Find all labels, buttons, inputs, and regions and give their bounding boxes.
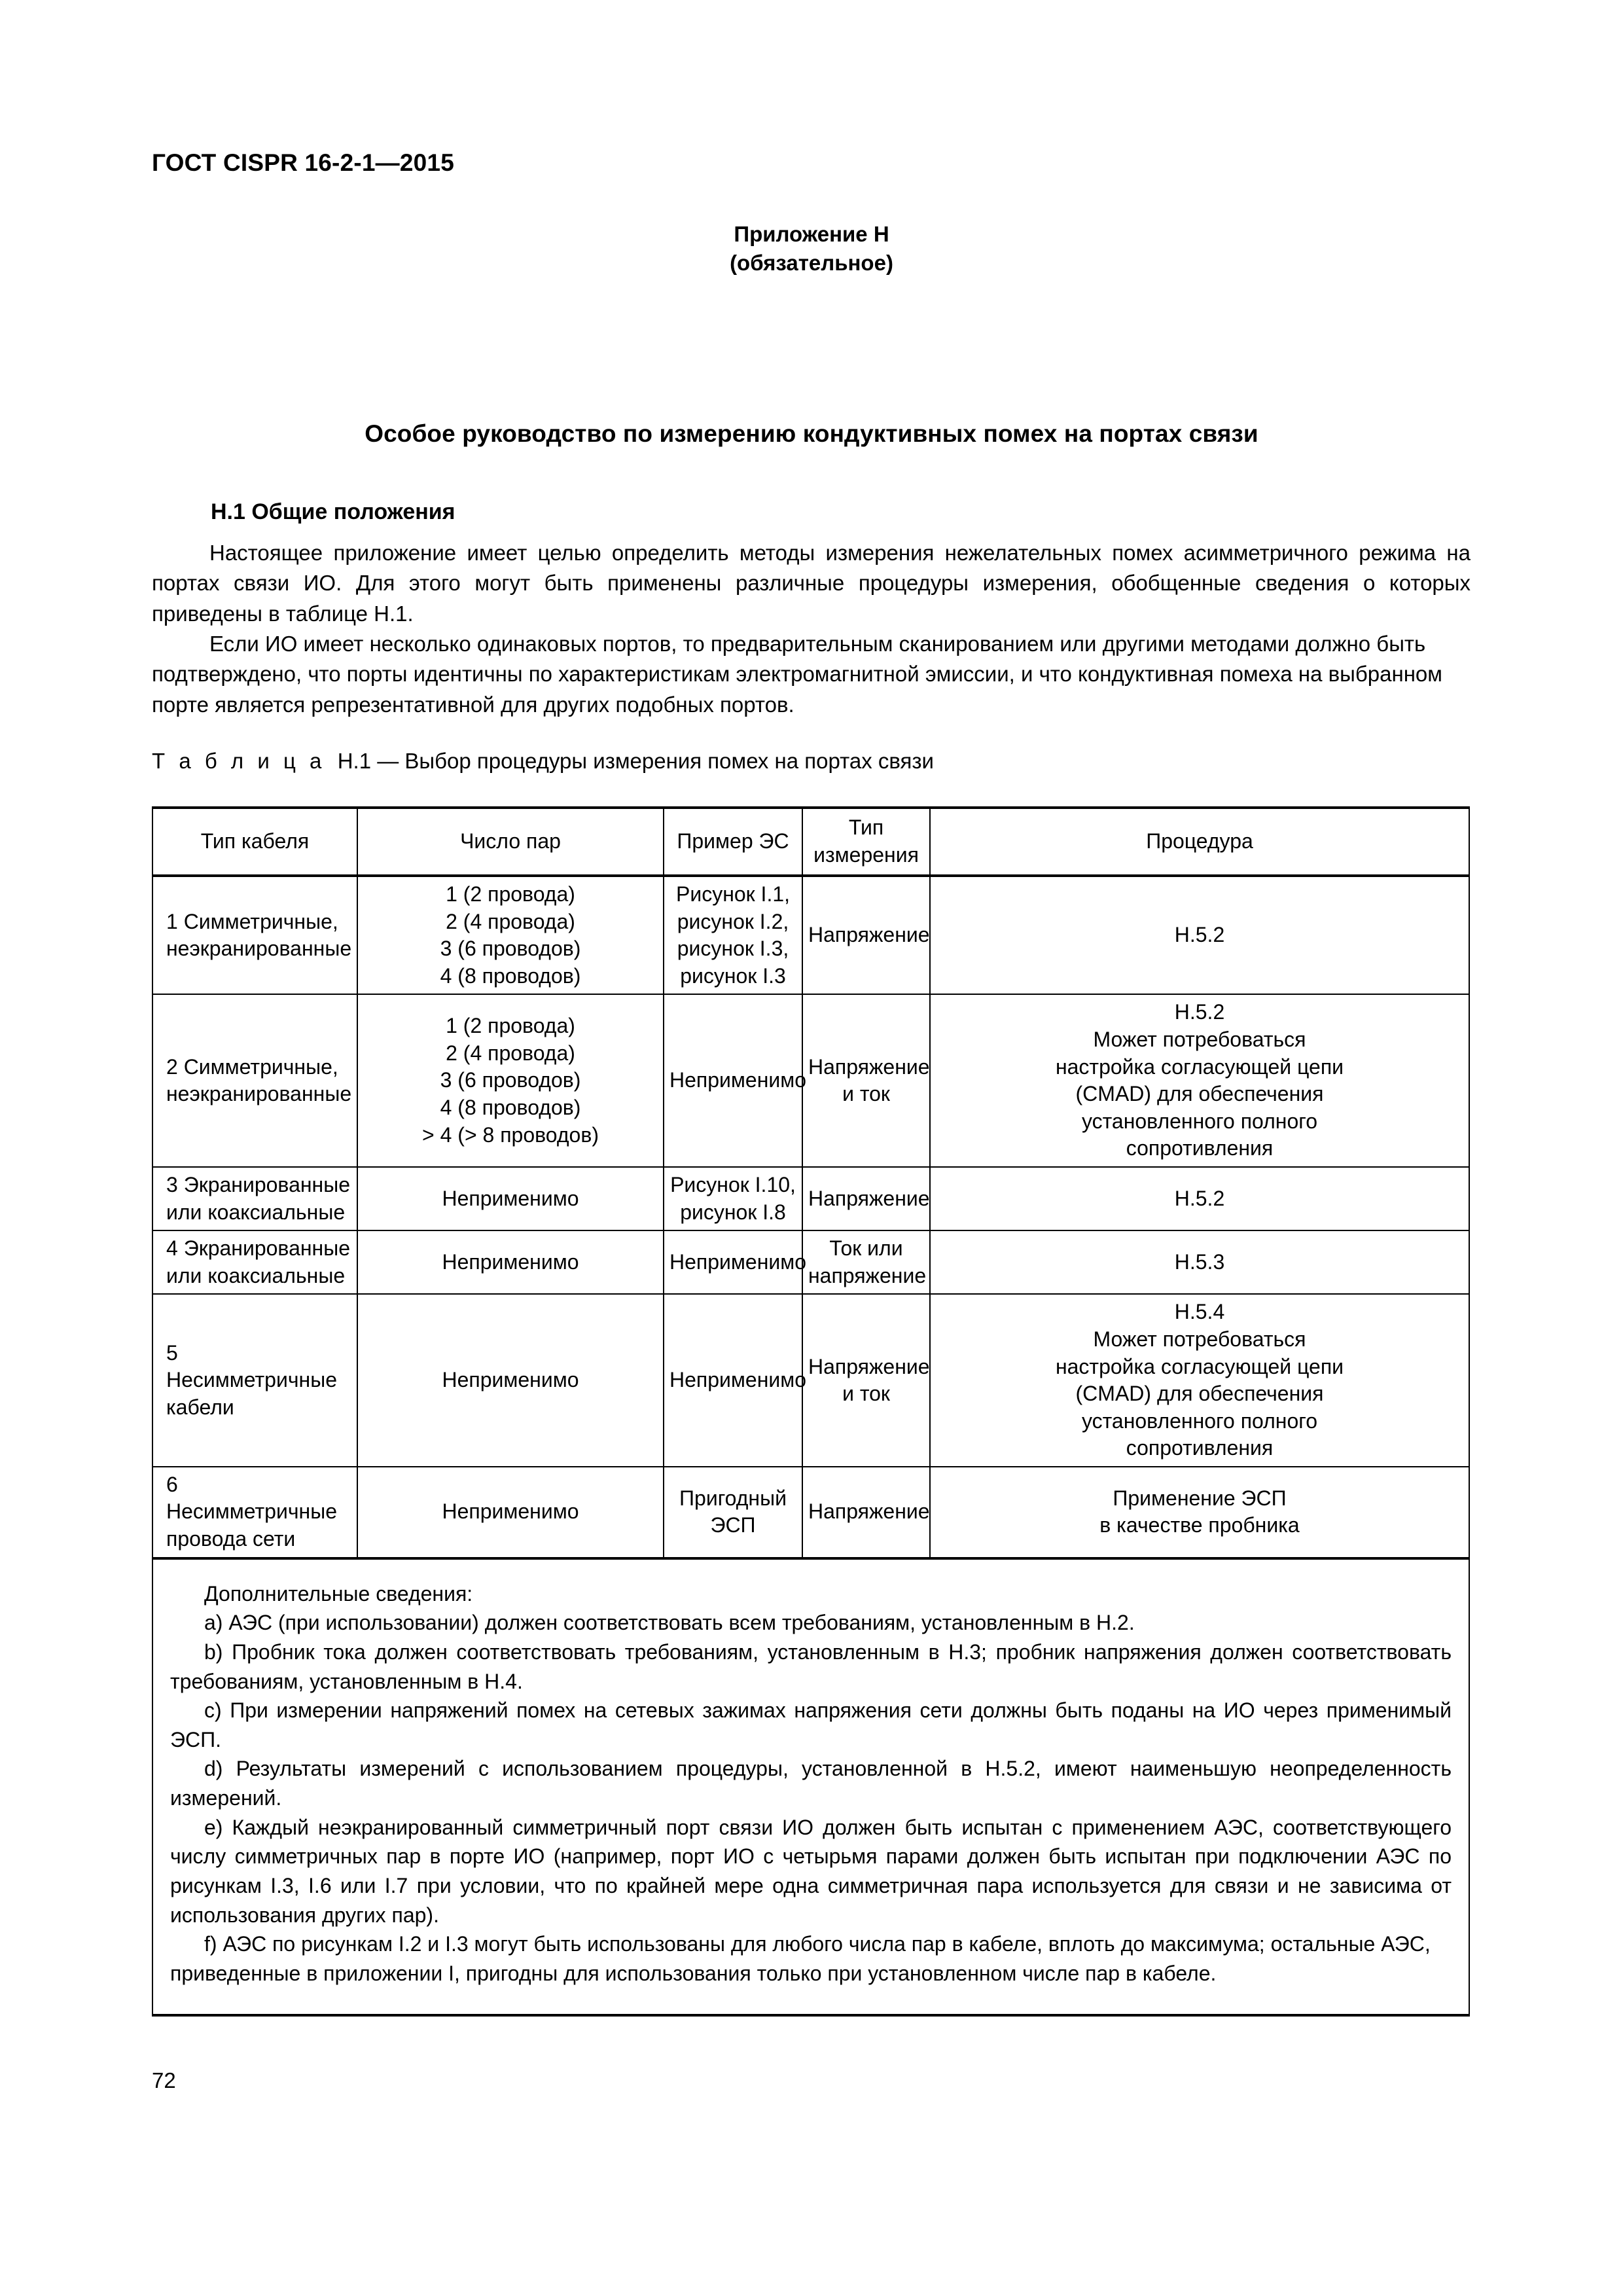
note-item-f: f) АЭС по рисункам I.2 и I.3 могут быть использованы для любого числа пар в кабеле, вплоть до максимума; остальные АЭС, приведенные в приложении I, пригодны для использования только при установленном числе пар в кабеле.	[170, 1932, 1431, 1985]
cell-line: провода сети	[166, 1527, 296, 1551]
cell-example	[664, 1467, 802, 1558]
note-item-d: d) Результаты измерений с использованием процедуры, установленной в Н.5.2, имеют наименьшую неопределенность измерений.	[170, 1757, 1452, 1810]
cell-line: 3 (6 проводов)	[440, 937, 581, 961]
cell-line: Напряжение	[808, 1499, 930, 1524]
cell-example	[664, 994, 807, 1167]
cell-procedure	[930, 876, 1469, 994]
cell-line: 2 (4 провода)	[446, 909, 575, 933]
cell-line: неэкранированные	[166, 1082, 352, 1106]
table-h1-wrapper	[152, 806, 1469, 2017]
cell-pairs	[357, 1167, 664, 1230]
cell-pairs	[357, 1294, 664, 1467]
column-header-pairs: Число пар	[357, 808, 664, 876]
table-caption-label: Т а б л и ц а	[152, 749, 326, 773]
table-row	[152, 1230, 1469, 1294]
cell-line: Может потребоваться	[1093, 1027, 1306, 1051]
cell-line: 4 (8 проводов)	[440, 1095, 581, 1119]
table-h1	[152, 806, 1470, 2017]
table-body	[152, 876, 1469, 2015]
table-notes-cell	[152, 1558, 1469, 2016]
note-item-c: c) При измерении напряжений помех на сетевых зажимах напряжения сети должны быть поданы на ИО через применимый ЭСП.	[170, 1698, 1452, 1751]
cell-line: в качестве пробника	[1099, 1513, 1300, 1537]
table-row	[152, 1294, 1469, 1467]
cell-procedure	[930, 1230, 1469, 1294]
table-head	[152, 808, 1469, 876]
cell-line: напряжение	[808, 1263, 927, 1287]
table-row	[152, 876, 1469, 994]
annex-number-label: Приложение Н	[734, 222, 889, 246]
cell-line: 4 Экранированные	[166, 1236, 350, 1261]
column-header-example: Пример ЭС	[664, 808, 802, 876]
note-item-b: b) Пробник тока должен соответствовать требованиям, установленным в Н.3; пробник напряжения должен соответствовать требованиям, установленным в Н.4.	[170, 1640, 1452, 1693]
table-caption-text: Выбор процедуры измерения помех на портах связи	[404, 749, 934, 773]
cell-line: Напряжение	[808, 1186, 930, 1210]
cell-line: Н.5.2	[1174, 1000, 1225, 1024]
cell-procedure	[930, 1294, 1469, 1467]
cell-line: рисунок I.3	[680, 963, 786, 988]
cell-cable-type	[152, 1467, 357, 1558]
cell-line: сопротивления	[1126, 1436, 1274, 1460]
paragraph-1: Настоящее приложение имеет целью определить методы измерения нежелательных помех асимметричного режима на портах связи ИО. Для этого могут быть применены различные процедуры измерения, обобщенные сведения о которых приведены в таблице Н.1.	[152, 541, 1471, 626]
document-header-standard-id: ГОСТ CISPR 16-2-1—2015	[152, 149, 454, 176]
cell-line: (CMAD) для обеспечения	[1075, 1382, 1324, 1406]
annex-status-label: (обязательное)	[730, 250, 893, 275]
cell-line: Пригодный	[679, 1486, 787, 1510]
cell-line: 2 (4 провода)	[446, 1041, 575, 1065]
paragraph-2: Если ИО имеет несколько одинаковых портов, то предварительным сканированием или другими методами должно быть подтверждено, что порты идентичны по характеристикам электромагнитной эмиссии, и что кондуктивная помеха на выбранном порте является репрезентативной для других подобных портов.	[152, 632, 1442, 717]
cell-line: Неприменимо	[442, 1186, 579, 1210]
cell-procedure	[930, 1467, 1469, 1558]
cell-line: и ток	[842, 1082, 890, 1106]
section-body	[152, 538, 1471, 720]
cell-line: Неприменимо	[442, 1249, 579, 1274]
cell-pairs	[357, 1230, 664, 1294]
cell-measurement-type	[802, 1230, 930, 1294]
cell-cable-type	[152, 1167, 357, 1230]
table-caption-number: Н.1	[337, 749, 372, 773]
notes-lead: Дополнительные сведения:	[204, 1581, 473, 1605]
cell-measurement-type	[802, 1167, 930, 1230]
cell-line: Рисунок I.10,	[670, 1172, 796, 1196]
cell-procedure	[930, 994, 1469, 1167]
page-number: 72	[152, 2068, 176, 2092]
annex-designation	[0, 220, 1623, 278]
cell-measurement-type	[802, 876, 930, 994]
section-heading-h1: Н.1 Общие положения	[211, 499, 455, 524]
cell-cable-type	[152, 1230, 357, 1294]
cell-measurement-type	[802, 1467, 930, 1558]
cell-line: Напряжение	[808, 923, 930, 947]
cell-line: Ток или	[829, 1236, 903, 1261]
cell-line: Неприменимо	[669, 1368, 807, 1392]
cell-line: Может потребоваться	[1093, 1327, 1306, 1351]
cell-line: 3 Экранированные	[166, 1172, 350, 1196]
cell-line: установленного полного	[1081, 1408, 1318, 1433]
cell-line: Неприменимо	[442, 1368, 579, 1392]
cell-line: ЭСП	[710, 1513, 756, 1537]
cell-measurement-type	[802, 1294, 930, 1467]
cell-line: рисунок I.2,	[677, 909, 789, 933]
cell-line: 1 (2 провода)	[446, 1014, 575, 1038]
cell-pairs	[357, 994, 664, 1167]
cell-example	[664, 876, 802, 994]
cell-line: неэкранированные	[166, 937, 352, 961]
cell-line: 4 (8 проводов)	[440, 963, 581, 988]
cell-line: или коаксиальные	[166, 1200, 346, 1224]
cell-line: установленного полного	[1081, 1109, 1318, 1133]
table-row	[152, 1467, 1469, 1558]
cell-line: Напряжение	[808, 1054, 930, 1079]
cell-line: Неприменимо	[442, 1499, 579, 1524]
cell-line: и ток	[842, 1382, 890, 1406]
cell-line: сопротивления	[1126, 1136, 1274, 1160]
cell-line: > 4 (> 8 проводов)	[422, 1122, 599, 1147]
cell-line: 6 Несимметричные	[166, 1472, 337, 1524]
column-header-cable-type: Тип кабеля	[152, 808, 357, 876]
annex-title: Особое руководство по измерению кондуктивных помех на портах связи	[365, 420, 1258, 447]
cell-line: настройка согласующей цепи	[1055, 1054, 1344, 1079]
cell-line: или коаксиальные	[166, 1263, 346, 1287]
cell-line: 1 Симметричные,	[166, 909, 338, 933]
cell-line: Неприменимо	[669, 1068, 807, 1092]
cell-measurement-type	[802, 994, 930, 1167]
cell-example	[664, 1167, 802, 1230]
table-row	[152, 994, 1469, 1167]
column-header-procedure: Процедура	[930, 808, 1469, 876]
cell-cable-type	[152, 1294, 357, 1467]
cell-line: рисунок I.3,	[677, 937, 789, 961]
cell-line: Неприменимо	[669, 1249, 807, 1274]
table-row	[152, 1167, 1469, 1230]
cell-line: Применение ЭСП	[1113, 1486, 1287, 1510]
cell-cable-type	[152, 994, 357, 1167]
table-caption-dash: —	[377, 749, 399, 773]
cell-line: настройка согласующей цепи	[1055, 1354, 1344, 1378]
table-notes-row	[152, 1558, 1469, 2016]
cell-line: рисунок I.8	[680, 1200, 786, 1224]
cell-line: кабели	[166, 1395, 234, 1419]
cell-pairs	[357, 876, 664, 994]
cell-line: Н.5.3	[1174, 1249, 1225, 1274]
cell-line: Рисунок I.1,	[675, 882, 791, 906]
note-item-a: a) АЭС (при использовании) должен соответствовать всем требованиям, установленным в Н.2.	[204, 1611, 1135, 1635]
cell-line: Напряжение	[808, 1354, 930, 1378]
cell-line: (CMAD) для обеспечения	[1075, 1082, 1324, 1106]
cell-line: Н.5.4	[1174, 1300, 1225, 1324]
cell-cable-type	[152, 876, 357, 994]
cell-line: 2 Симметричные,	[166, 1054, 338, 1079]
cell-line: 3 (6 проводов)	[440, 1068, 581, 1092]
table-header-row	[152, 808, 1469, 876]
cell-example	[664, 1294, 807, 1467]
cell-procedure	[930, 1167, 1469, 1230]
cell-pairs	[357, 1467, 664, 1558]
cell-line: 5 Несимметричные	[166, 1340, 337, 1392]
note-item-e: e) Каждый неэкранированный симметричный порт связи ИО должен быть испытан с применением АЭС, соответствующего числу симметричных пар в порте ИО (например, порт ИО с четырьмя парами должен быть испытан при подключении АЭС по рисункам I.3, I.6 или I.7 при условии, что по крайней мере одна симметричная пара используется для связи и не зависима от использования других пар).	[170, 1815, 1452, 1927]
column-header-measurement-type: Тип измерения	[802, 808, 930, 876]
cell-line: 1 (2 провода)	[446, 882, 575, 906]
cell-line: Н.5.2	[1174, 923, 1225, 947]
cell-line: Н.5.2	[1174, 1186, 1225, 1210]
table-caption	[152, 749, 934, 774]
cell-example	[664, 1230, 807, 1294]
